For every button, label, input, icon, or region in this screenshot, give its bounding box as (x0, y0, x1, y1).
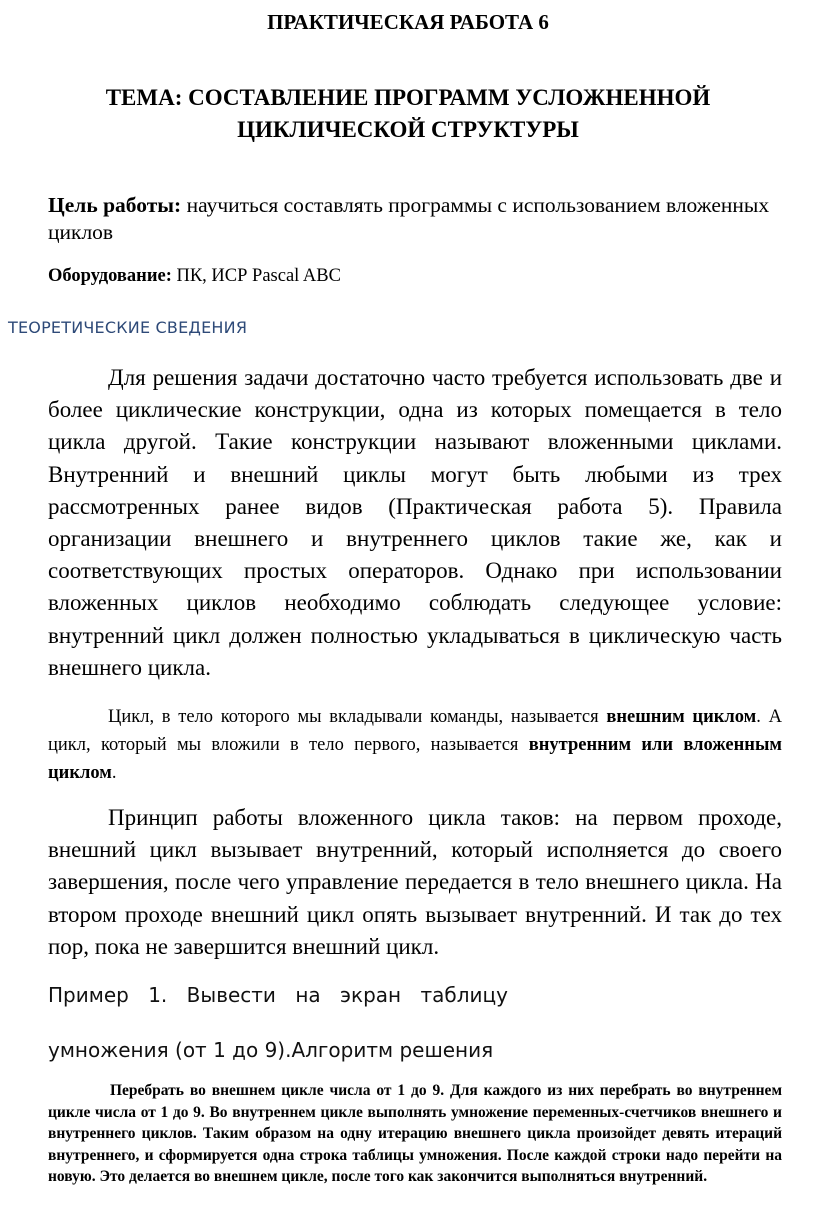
goal-label: Цель работы: (48, 193, 182, 217)
paragraph-1-text: Для решения задачи достаточно часто требуется использовать две и более циклические конструкции, одна из которых помещается в тело цикла другой. Такие конструкции называют вложенными циклами. Внутренний и внешний циклы могут быть любыми из трех рассмотренных ранее видов (Практическая работа 5). Правила организации внешнего и внутреннего циклов такие же, как и соответствующих простых операторов. Однако при использовании вложенных циклов необходимо соблюдать следующее условие: внутренний цикл должен полностью укладываться в циклическую часть внешнего цикла. (48, 365, 782, 680)
paragraph-2-text-3: . (111, 763, 117, 783)
goal-text: научиться составлять программы с использованием вложенных циклов (48, 193, 770, 244)
goal-paragraph (48, 192, 788, 246)
example-line-1: Пример 1. Вывести на экран таблицу (48, 983, 508, 1007)
inner-loop-term: внутренним или вложенным циклом (48, 735, 782, 783)
practical-work-title: ПРАКТИЧЕСКАЯ РАБОТА 6 (267, 10, 549, 34)
equipment-text: ПК, ИСР Pascal ABC (171, 266, 341, 286)
theory-paragraph-2 (48, 703, 782, 787)
theory-heading: ТЕОРЕТИЧЕСКИЕ СВЕДЕНИЯ (8, 318, 248, 337)
equipment-label: Оборудование: (48, 266, 172, 286)
topic-line-2: ЦИКЛИЧЕСКОЙ СТРУКТУРЫ (237, 117, 579, 142)
topic-line-1: ТЕМА: СОСТАВЛЕНИЕ ПРОГРАММ УСЛОЖНЕННОЙ (105, 85, 711, 110)
topic-heading (0, 82, 816, 146)
paragraph-2-text-2: . А цикл, который мы вложили в тело первого, называется (48, 707, 782, 755)
paragraph-2-text-1: Цикл, в тело которого мы вкладывали команды, называется (108, 707, 607, 727)
paragraph-3-text: Принцип работы вложенного цикла таков: на первом проходе, внешний цикл вызывает внутренний, который исполняется до своего завершения, после чего управление передается в тело внешнего цикла. На втором проходе внешний цикл опять вызывает внутренний. И так до тех пор, пока не завершится внешний цикл. (48, 805, 782, 959)
outer-loop-term: внешним циклом (606, 707, 757, 727)
algorithm-paragraph (48, 1080, 782, 1188)
theory-paragraph-3 (48, 802, 782, 963)
theory-paragraph-1 (48, 362, 782, 684)
algorithm-text: Перебрать во внешнем цикле числа от 1 до 9. Для каждого из них перебрать во внутреннем цикле числа от 1 до 9. Во внутреннем цикле выполнять умножение переменных-счетчиков внешнего и внутреннего циклов. Таким образом на одну итерацию внешнего цикла произойдет девять итераций внутреннего, и сформируется одна строка таблицы умножения. После каждой строки надо перейти на новую. Это делается во внешнем цикле, после того как закончится выполняться внутренний. (48, 1082, 782, 1185)
example-line-2: умножения (от 1 до 9).Алгоритм решения (48, 1038, 494, 1062)
equipment-paragraph (48, 266, 341, 287)
